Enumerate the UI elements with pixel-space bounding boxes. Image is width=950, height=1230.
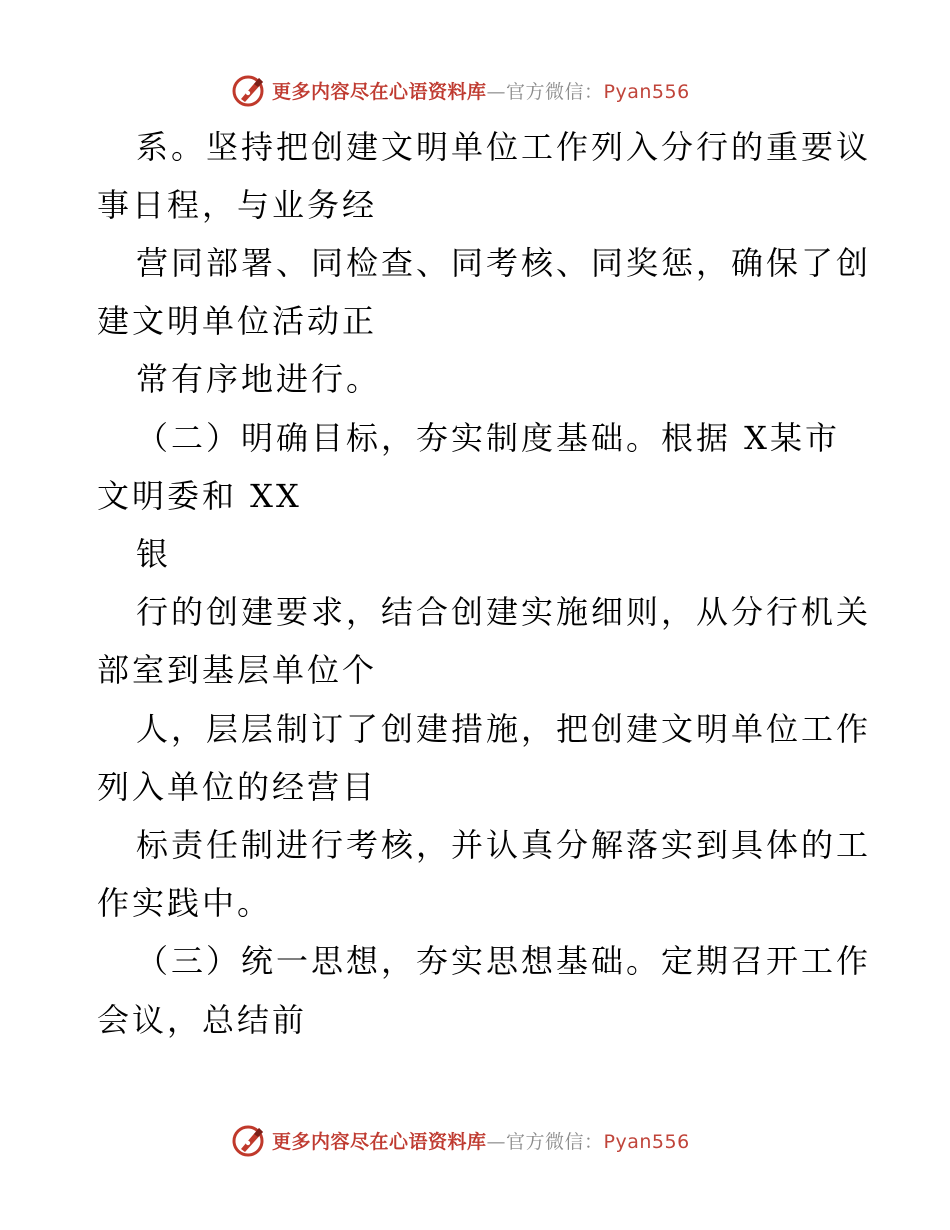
text-line: （三）统一思想，夯实思想基础。定期召开工作 [136, 942, 872, 980]
text-line: 系。坚持把创建文明单位工作列入分行的重要议 [136, 128, 872, 166]
watermark-text: 更多内容尽在心语资料库—官方微信：Pyan556 [272, 1130, 690, 1153]
text-line: 文明委和 XX [97, 477, 302, 515]
text-line: 列入单位的经营目 [97, 768, 378, 806]
pen-logo-icon [232, 1122, 268, 1158]
text-line: 标责任制进行考核，并认真分解落实到具体的工 [136, 826, 872, 864]
text-line: 建文明单位活动正 [97, 302, 378, 340]
text-line: 银 [136, 535, 172, 573]
text-line: 会议，总结前 [97, 1001, 308, 1039]
text-line: 事日程，与业务经 [97, 186, 378, 224]
text-line: 行的创建要求，结合创建实施细则，从分行机关 [136, 593, 872, 631]
text-line: （二）明确目标，夯实制度基础。根据 X某市 [136, 419, 840, 457]
watermark-text: 更多内容尽在心语资料库—官方微信：Pyan556 [272, 80, 690, 103]
text-line: 营同部署、同检查、同考核、同奖惩，确保了创 [136, 244, 872, 282]
text-line: 人，层层制订了创建措施，把创建文明单位工作 [136, 710, 872, 748]
header-watermark [232, 72, 690, 108]
text-line: 常有序地进行。 [136, 360, 382, 398]
text-line: 部室到基层单位个 [97, 651, 378, 689]
pen-logo-icon [232, 72, 268, 108]
text-line: 作实践中。 [97, 884, 273, 922]
footer-watermark [232, 1122, 690, 1158]
